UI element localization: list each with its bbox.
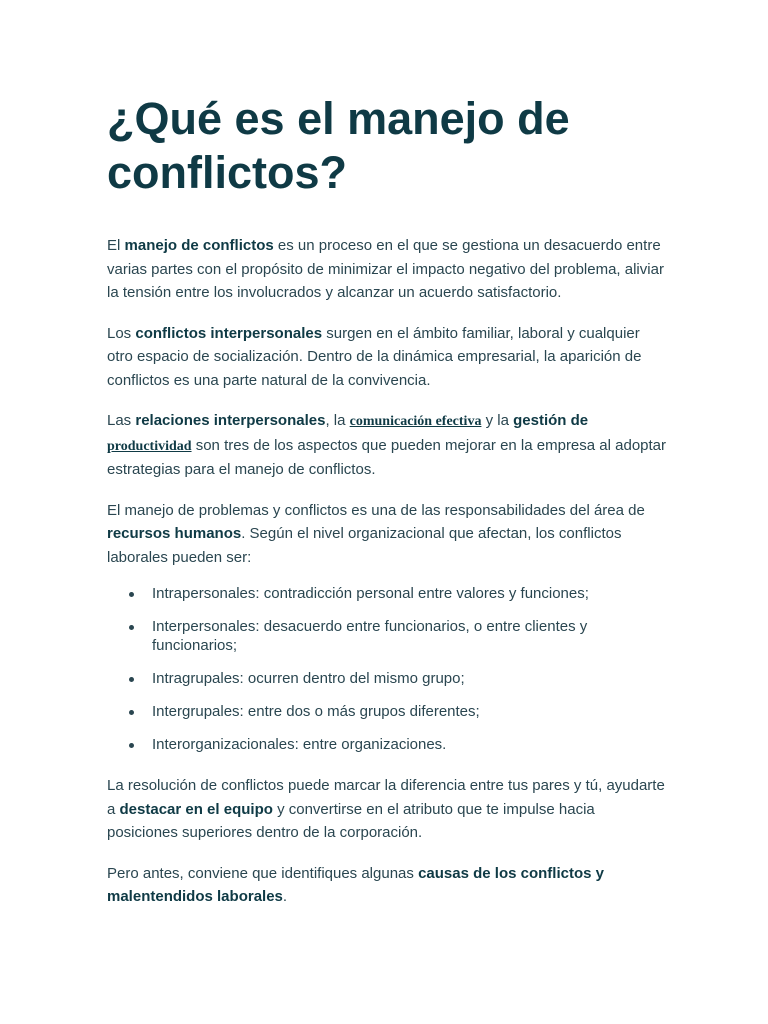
text: .	[282, 888, 288, 905]
list-item	[107, 669, 667, 688]
page-title: ¿Qué es el manejo de conflictos?	[107, 93, 570, 198]
list-item-text: Intragrupales: ocurren dentro del mismo grupo;	[152, 670, 465, 687]
text: es un proceso en el que se gestiona un desacuerdo entre varias partes con el propósito de minimizar el impacto negativo del problema, aliviar la tensión entre los involucrados y alcanzar un acuerdo satisfactorio.	[107, 237, 664, 301]
link-productividad[interactable]: productividad	[107, 438, 192, 454]
list-item	[107, 617, 667, 655]
paragraph-causes	[107, 862, 667, 909]
bullet-icon	[129, 592, 134, 597]
text: Pero antes, conviene que identifiques algunas	[107, 864, 419, 882]
bullet-icon	[129, 677, 134, 682]
text: surgen en el ámbito familiar, laboral y cualquier otro espacio de socialización. Dentro de la dinámica empresarial, la aparición de conflictos es una parte natural de la convivencia.	[107, 324, 642, 389]
bullet-icon	[129, 743, 134, 748]
list-item	[107, 735, 667, 754]
list-item	[107, 702, 667, 721]
text: La resolución de conflictos puede marcar la diferencia entre tus pares y tú, ayudarte a	[107, 777, 665, 818]
text: son tres de los aspectos que pueden mejorar en la empresa al adoptar estrategias para el manejo de conflictos.	[107, 436, 667, 478]
bullet-icon	[129, 625, 134, 630]
list-item-text: Intergrupales: entre dos o más grupos diferentes;	[152, 703, 480, 720]
list-item-text: Interpersonales: desacuerdo entre funcionarios, o entre clientes y funcionarios;	[152, 618, 588, 654]
list-item-text: Intrapersonales: contradicción personal entre valores y funciones;	[152, 585, 589, 602]
list-item-text: Interorganizacionales: entre organizaciones.	[152, 736, 447, 753]
paragraph-definition	[107, 234, 667, 305]
paragraph-interpersonal	[107, 322, 667, 393]
link-comunicacion-efectiva[interactable]: comunicación efectiva	[349, 414, 482, 429]
bold-term: relaciones interpersonales	[135, 412, 326, 429]
bold-term: destacar en el equipo	[119, 800, 273, 818]
list-item	[107, 584, 667, 603]
text: Las	[107, 412, 136, 429]
bullet-icon	[129, 710, 134, 715]
paragraph-resolution	[107, 774, 667, 845]
text: y convertirse en el atributo que te impulse hacia posiciones superiores dentro de la corporación.	[107, 800, 595, 841]
conflict-types-list	[107, 584, 667, 754]
bold-term: recursos humanos	[107, 525, 242, 542]
paragraph-aspects	[107, 409, 667, 482]
article	[107, 92, 667, 909]
text: y la	[481, 412, 514, 429]
bold-term: conflictos interpersonales	[135, 324, 323, 342]
bold-term: causas de los conflictos y malentendidos laborales	[107, 864, 604, 905]
text: . Según el nivel organizacional que afectan, los conflictos laborales pueden ser:	[107, 525, 622, 566]
bold-term: gestión de	[513, 412, 589, 429]
paragraph-hr	[107, 499, 667, 570]
bold-term: manejo de conflictos	[124, 237, 274, 254]
text: , la	[325, 412, 350, 429]
text: Los	[107, 324, 136, 342]
text: El manejo de problemas y conflictos es una de las responsabilidades del área de	[107, 501, 645, 519]
text: El	[107, 237, 125, 254]
